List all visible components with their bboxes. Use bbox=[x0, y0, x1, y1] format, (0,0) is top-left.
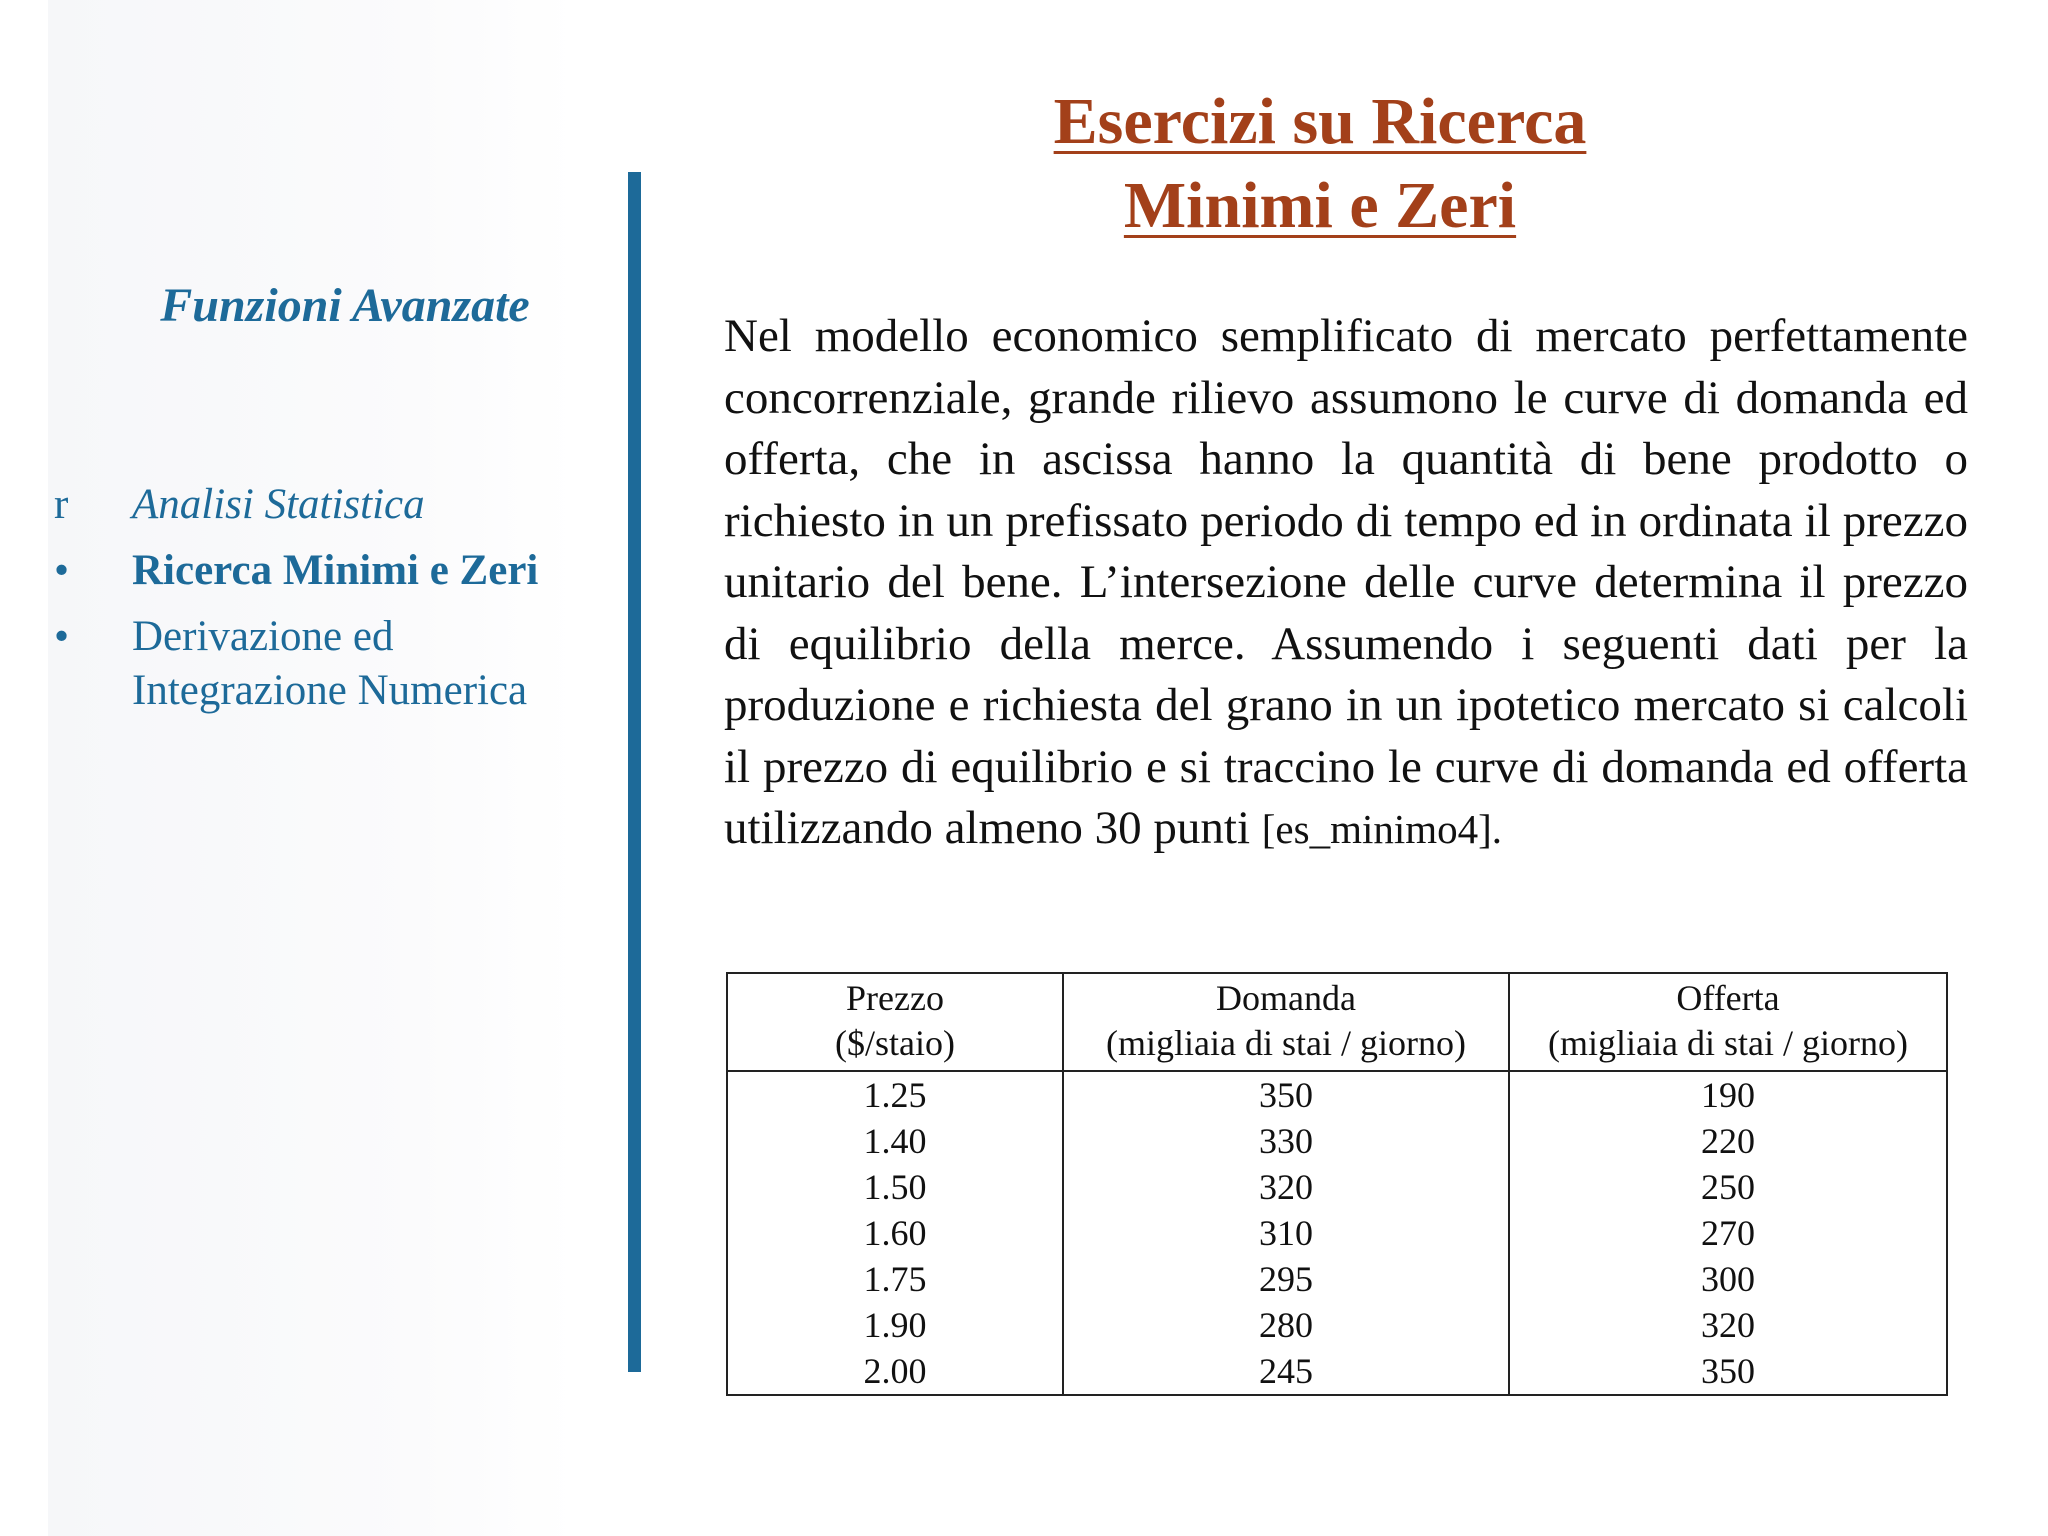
cell-prezzo: 1.50 bbox=[727, 1164, 1063, 1210]
exercise-text bbox=[724, 306, 1968, 861]
bullet-icon: • bbox=[54, 547, 70, 594]
cell-domanda: 350 bbox=[1063, 1071, 1509, 1118]
menu-item-ricerca-minimi-zeri[interactable] bbox=[50, 544, 610, 598]
menu-item-derivazione-integrazione[interactable] bbox=[50, 610, 610, 718]
cell-domanda: 280 bbox=[1063, 1302, 1509, 1348]
table-row bbox=[727, 1302, 1947, 1348]
cell-prezzo: 1.40 bbox=[727, 1118, 1063, 1164]
cell-prezzo: 2.00 bbox=[727, 1348, 1063, 1395]
cell-prezzo: 1.75 bbox=[727, 1256, 1063, 1302]
sidebar-menu bbox=[50, 478, 610, 730]
slide-title-line-2: Minimi e Zeri bbox=[1123, 169, 1517, 242]
cell-prezzo: 1.25 bbox=[727, 1071, 1063, 1118]
cell-offerta: 300 bbox=[1509, 1256, 1947, 1302]
header-prezzo: Prezzo ($/staio) bbox=[727, 973, 1063, 1071]
bullet-icon: • bbox=[54, 613, 70, 660]
table-row bbox=[727, 1071, 1947, 1118]
cell-offerta: 250 bbox=[1509, 1164, 1947, 1210]
cell-prezzo: 1.90 bbox=[727, 1302, 1063, 1348]
menu-item-label: Analisi Statistica bbox=[132, 481, 425, 528]
menu-item-analisi-statistica[interactable] bbox=[50, 478, 610, 532]
table-row bbox=[727, 1348, 1947, 1395]
menu-item-marker: r bbox=[54, 481, 69, 528]
sidebar-background bbox=[48, 0, 576, 1536]
slide-title-line-1: Esercizi su Ricerca bbox=[1053, 85, 1587, 158]
table-row bbox=[727, 1256, 1947, 1302]
cell-prezzo: 1.60 bbox=[727, 1210, 1063, 1256]
menu-item-label: Derivazione ed Integrazione Numerica bbox=[132, 613, 528, 714]
section-title: Funzioni Avanzate bbox=[160, 279, 530, 332]
table-row bbox=[727, 1210, 1947, 1256]
cell-offerta: 220 bbox=[1509, 1118, 1947, 1164]
table-row bbox=[727, 1164, 1947, 1210]
exercise-reference: [es_minimo4]. bbox=[1261, 806, 1503, 852]
cell-domanda: 310 bbox=[1063, 1210, 1509, 1256]
table-header-row bbox=[727, 973, 1947, 1071]
exercise-body: Nel modello economico semplificato di mercato perfettamente concorrenziale, grande rilievo assumono le curve di domanda ed offerta, che in ascissa hanno la quantità di bene prodotto o richiesto in un prefissato periodo di tempo ed in ordinata il prezzo unitario del bene. L’intersezione delle curve determina il prezzo di equilibrio della merce. Assumendo i seguenti dati per la produzione e richiesta del grano in un ipotetico mercato si calcoli il prezzo di equilibrio e si traccino le curve di domanda ed offerta utilizzando almeno 30 punti bbox=[724, 310, 1968, 854]
cell-domanda: 295 bbox=[1063, 1256, 1509, 1302]
cell-offerta: 190 bbox=[1509, 1071, 1947, 1118]
vertical-divider bbox=[628, 172, 641, 1372]
cell-domanda: 245 bbox=[1063, 1348, 1509, 1395]
cell-domanda: 330 bbox=[1063, 1118, 1509, 1164]
cell-offerta: 320 bbox=[1509, 1302, 1947, 1348]
data-table bbox=[726, 972, 1948, 1396]
menu-item-label-current: Ricerca Minimi e Zeri bbox=[132, 547, 539, 594]
table-row bbox=[727, 1118, 1947, 1164]
header-offerta: Offerta (migliaia di stai / giorno) bbox=[1509, 973, 1947, 1071]
cell-offerta: 350 bbox=[1509, 1348, 1947, 1395]
slide-title bbox=[700, 80, 1940, 248]
header-domanda: Domanda (migliaia di stai / giorno) bbox=[1063, 973, 1509, 1071]
cell-offerta: 270 bbox=[1509, 1210, 1947, 1256]
cell-domanda: 320 bbox=[1063, 1164, 1509, 1210]
